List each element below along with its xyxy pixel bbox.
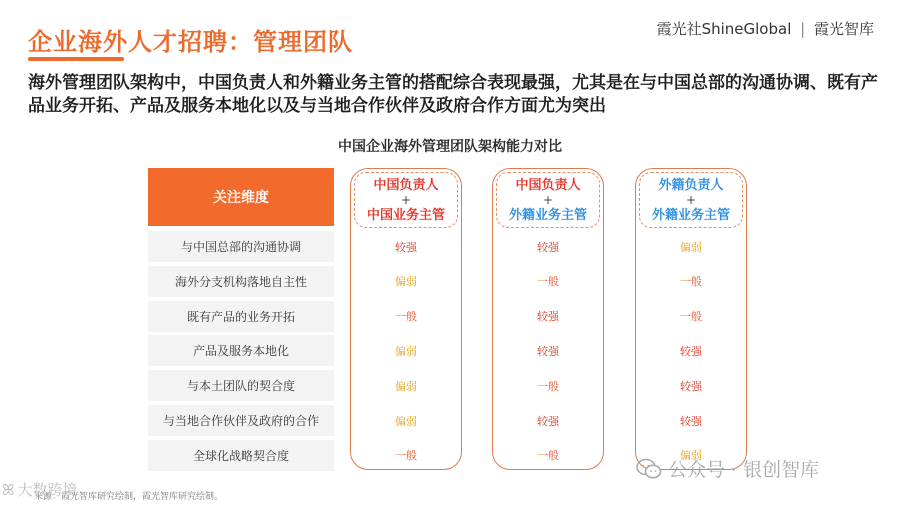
rating-cell: 一般 [680, 310, 702, 324]
watermark-right [636, 455, 819, 482]
title-underline [28, 57, 124, 61]
rating-cell: 一般 [537, 449, 559, 463]
rating-cell: 一般 [680, 275, 702, 289]
page-title: 企业海外人才招聘：管理团队 [28, 28, 353, 56]
wechat-icon [636, 458, 662, 480]
rating-cell: 较强 [537, 240, 559, 254]
brand-sub: 霞光智库 [813, 20, 874, 38]
rating-cell: 一般 [395, 449, 417, 463]
row-label: 与中国总部的沟通协调 [148, 231, 334, 262]
column-header-role-1: 中国负责人 [373, 177, 439, 193]
rating-cell: 较强 [680, 379, 702, 393]
rating-cell: 较强 [537, 344, 559, 358]
rating-cell: 较强 [680, 344, 702, 358]
row-label: 海外分支机构落地自主性 [148, 266, 334, 297]
rating-cell: 偏弱 [680, 449, 702, 463]
rating-cell: 偏弱 [395, 275, 417, 289]
brand-logo [657, 18, 874, 39]
column-header-role-2: 外籍业务主管 [651, 207, 730, 223]
column-header-role-2: 外籍业务主管 [508, 207, 587, 223]
column-header-role-1: 中国负责人 [515, 177, 581, 193]
rating-cell: 较强 [680, 414, 702, 428]
rating-cell: 一般 [395, 310, 417, 324]
rating-cell: 一般 [537, 275, 559, 289]
column-header [354, 172, 458, 228]
watermark-left-text: 大数跨境 [17, 481, 78, 499]
row-label: 产品及服务本地化 [148, 335, 334, 366]
rating-cell: 偏弱 [395, 414, 417, 428]
source-footnote: 来源：霞光智库研究绘制，霞光智库研究绘制。 [34, 492, 224, 502]
column-header-role-1: 外籍负责人 [658, 177, 724, 193]
watermark-right-text: 公众号 · 银创智库 [668, 459, 820, 481]
page-subtitle: 海外管理团队架构中，中国负责人和外籍业务主管的搭配综合表现最强，尤其是在与中国总部的沟通协调、既有产品业务开拓、产品及服务本地化以及与当地合作伙伴及政府合作方面尤为突出 [28, 73, 878, 116]
rating-cell: 偏弱 [395, 379, 417, 393]
watermark-left [2, 479, 78, 500]
column-header-plus: + [542, 192, 554, 207]
row-label: 与本土团队的契合度 [148, 370, 334, 401]
rating-cell: 偏弱 [395, 344, 417, 358]
rating-cell: 较强 [537, 414, 559, 428]
dimension-header: 关注维度 [148, 168, 334, 226]
column-header-plus: + [400, 192, 412, 207]
row-label: 全球化战略契合度 [148, 440, 334, 471]
brand-name: 霞光社ShineGlobal [656, 20, 792, 38]
rating-cell: 偏弱 [680, 240, 702, 254]
row-label: 既有产品的业务开拓 [148, 301, 334, 332]
rating-cell: 较强 [395, 240, 417, 254]
watermark-logo-icon: ꕤ [2, 480, 15, 499]
brand-separator: | [800, 20, 806, 38]
column-header [639, 172, 743, 228]
row-label: 与当地合作伙伴及政府的合作 [148, 405, 334, 436]
table-title: 中国企业海外管理团队架构能力对比 [338, 139, 562, 155]
column-header [496, 172, 600, 228]
rating-cell: 较强 [537, 310, 559, 324]
column-header-role-2: 中国业务主管 [366, 207, 445, 223]
column-header-plus: + [685, 192, 697, 207]
rating-cell: 一般 [537, 379, 559, 393]
